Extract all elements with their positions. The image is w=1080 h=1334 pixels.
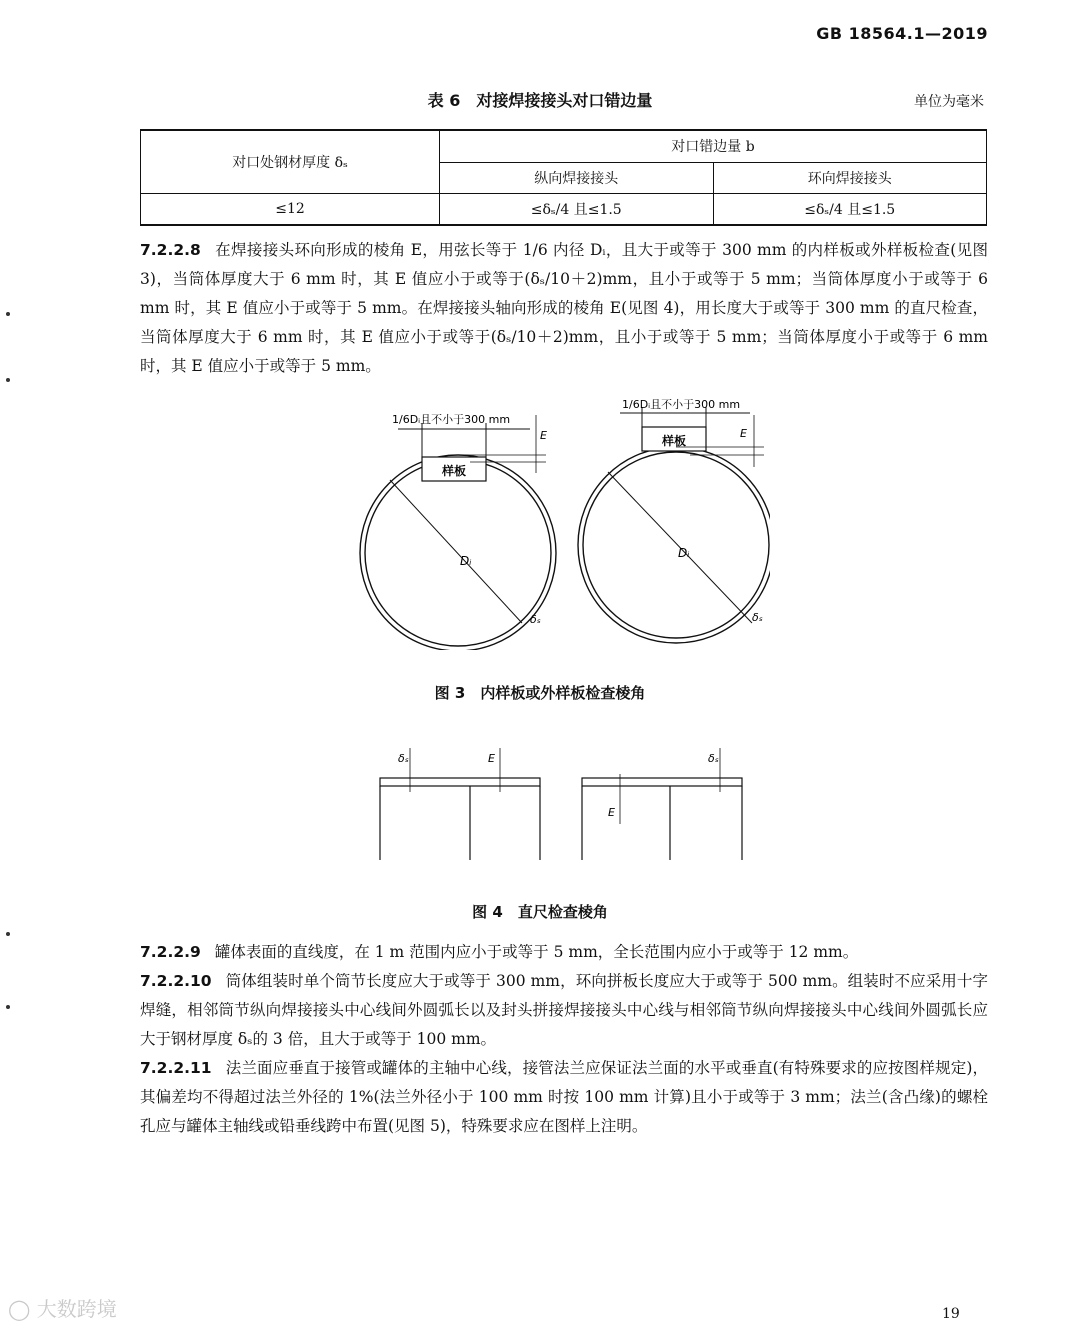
standard-number: GB 18564.1—2019: [816, 24, 988, 43]
clause-text: 筒体组装时单个筒节长度应大于或等于 300 mm，环向拼板长度应大于或等于 500 mm。组装时不应采用十字焊缝，相邻筒节纵向焊接接头中心线间外圆弧长以及封头拼接焊接接头中心线与相邻筒节纵向焊接接头中心线间外圆弧长应大于钢材厚度 δₛ的 3 倍，且大于或等于 100 mm。: [140, 972, 988, 1048]
figure-3: [350, 395, 770, 650]
margin-dot: [6, 378, 10, 382]
clause-text: 法兰面应垂直于接管或罐体的主轴中心线，接管法兰应保证法兰面的水平或垂直(有特殊要求的应按图样规定)，其偏差均不得超过法兰外径的 1%(法兰外径小于 100 mm 时按 100 mm 计算)且小于或等于 3 mm；法兰(含凸缘)的螺栓孔应与罐体主轴线或铅垂线跨中布置(见图 5)，特殊要求应在图样上注明。: [140, 1059, 988, 1135]
watermark: [8, 1293, 117, 1322]
cell-thickness: ≤12: [141, 194, 440, 226]
clause-7-2-2-11: [140, 1054, 988, 1141]
table-unit: 单位为毫米: [914, 94, 984, 110]
ds-label: δₛ: [398, 752, 409, 765]
col-group-header: 对口错边量 b: [440, 130, 987, 162]
figure-4-right: [582, 748, 742, 860]
Di-label: Dᵢ: [678, 546, 690, 560]
clause-text: 在焊接接头环向形成的棱角 E，用弦长等于 1/6 内径 Dᵢ，且大于或等于 300 mm 的内样板或外样板检查(见图 3)，当筒体厚度大于 6 mm 时，其 E 值应小于或等于(δₛ/10＋2)mm，且小于或等于 5 mm；当筒体厚度小于或等于 6 mm 时，其 E 值应小于或等于 5 mm。在焊接接头轴向形成的棱角 E(见图 4)，用长度大于或等于 300 mm 的直尺检查，当筒体厚度大于 6 mm 时，其 E 值应小于或等于(δₛ/10＋2)mm，且小于或等于 5 mm；当筒体厚度小于或等于 6 mm 时，其 E 值应小于或等于 5 mm。: [140, 241, 988, 375]
clause-7-2-2-9: [140, 938, 988, 967]
figure-4: [370, 738, 750, 868]
col-header-thickness: 对口处钢材厚度 δₛ: [141, 130, 440, 194]
margin-dot: [6, 932, 10, 936]
col-header-circumferential: 环向焊接接头: [713, 162, 987, 194]
clause-7-2-2-8: [140, 236, 988, 381]
clause-7-2-2-10: [140, 967, 988, 1054]
Di-label: Dᵢ: [460, 554, 472, 568]
E-label: E: [488, 752, 495, 765]
ds-label: δₛ: [708, 752, 719, 765]
col-header-longitudinal: 纵向焊接接头: [440, 162, 714, 194]
template-label: 样板: [441, 464, 467, 478]
template-label: 样板: [661, 434, 687, 448]
margin-dot: [6, 312, 10, 316]
chord-label: 1/6Dᵢ且不小于300 mm: [392, 413, 511, 426]
clause-number: 7.2.2.8: [140, 241, 201, 259]
clause-number: 7.2.2.11: [140, 1059, 212, 1077]
E-label: E: [540, 429, 547, 442]
cell-circumferential: ≤δₛ/4 且≤1.5: [713, 194, 987, 226]
margin-dot: [6, 1005, 10, 1009]
table-caption: 表 6 对接焊接接头对口错边量: [427, 91, 653, 110]
figure-3-caption: 图 3 内样板或外样板检查棱角: [434, 684, 646, 702]
ds-label: δₛ: [752, 611, 763, 624]
table-6: [140, 129, 987, 226]
watermark-icon: ◯: [8, 1297, 31, 1321]
watermark-text: 大数跨境: [36, 1297, 117, 1321]
cell-longitudinal: ≤δₛ/4 且≤1.5: [440, 194, 714, 226]
clause-text: 罐体表面的直线度，在 1 m 范围内应小于或等于 5 mm，全长范围内应小于或等于 12 mm。: [214, 943, 859, 961]
ds-label: δₛ: [530, 613, 541, 626]
chord-label: 1/6Dᵢ且不小于300 mm: [622, 398, 741, 411]
clause-number: 7.2.2.9: [140, 943, 201, 961]
E-label: E: [608, 806, 615, 819]
figure-3-right: [578, 397, 770, 643]
clause-number: 7.2.2.10: [140, 972, 212, 990]
figure-4-left: [380, 748, 540, 860]
page-number: 19: [942, 1306, 960, 1322]
E-label: E: [740, 427, 747, 440]
figure-3-left: [360, 412, 556, 650]
figure-4-caption: 图 4 直尺检查棱角: [472, 903, 608, 921]
